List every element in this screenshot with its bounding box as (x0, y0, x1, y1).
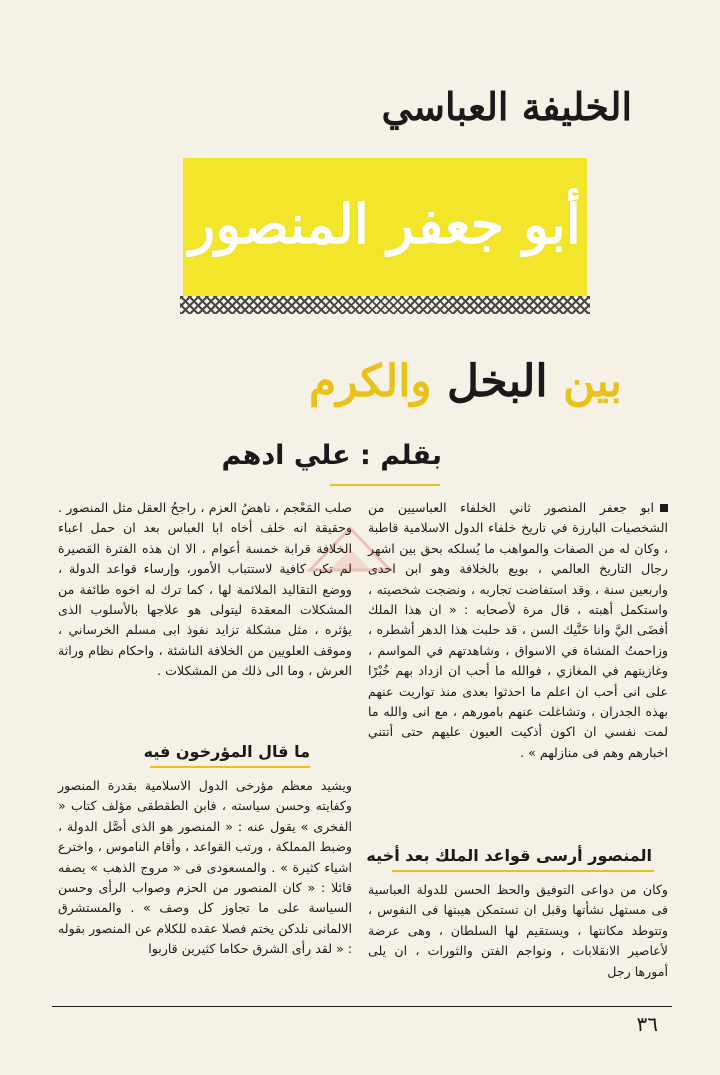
section-underline (392, 870, 654, 872)
page-number: ٣٦ (636, 1012, 658, 1036)
byline-underline (330, 484, 440, 486)
section-underline (150, 766, 310, 768)
subtitle-word-3: والكرم (308, 356, 432, 407)
subtitle-word-1: بين (562, 356, 622, 407)
series-title: الخليفة العباسي (381, 84, 632, 129)
article-column-right-continued (368, 880, 668, 982)
paragraph-text: صلب المَعْجم ، ناهضُ العزم ، راجحُ العقل مثل المنصور . وحقيقة انه خلف أخاه ابا العباس بعد ان حمل اعباء الخلافة قرابة خمسة أعوام ، الا ان هذه الفترة القصيرة لم تكن كافية لاستتباب الأمور، وإرساء قواعد الدولة ، ووضع التقاليد الملائمة لها ، كما ترك له اخوه طائفة من المشكلات المعقدة ليتولى هو علاجها بالأسلوب الذى يؤثره ، مثل مشكلة تزايد نفوذ ابى مسلم الخرساني ، وموقف العلويين من الخلافة الناشئة ، واحكام نظام وراثة العرش ، وما الى ذلك من المشكلات . (58, 500, 352, 679)
main-title: أبو جعفر المنصور (189, 192, 581, 256)
article-column-left (58, 498, 352, 682)
section-heading: ما قال المؤرخون فيه (143, 742, 310, 761)
byline: بقلم : علي ادهم (221, 440, 442, 471)
section-heading: المنصور أرسى قواعد الملك بعد أخيه (366, 846, 652, 865)
paragraph-text: ابو جعفر المنصور ثاني الخلفاء العباسيين من الشخصيات البارزة في تاريخ خلفاء الدول الاسلامية قاطبة ، وكان له من الصفات والمواهب ما يُسلكه بحق بين اشهر رجال التاريخ العالمي ، بويع بالخلافة وهو ابن احدى واربعين سنة ، وقد استفاضت تجاربه ، ونضجت شخصيته ، واستكمل أهبته ، قال مرة لأصحابه : « ان هذا الملك أفضَى اليَّ وانا حَنَّيك السن ، قد حلبت هذا الدهر أشطره ، وزاحمتُ المشاة في الاسواق ، وشاهدتهم في المواسم ، وغازيتهم في المغازي ، فوالله ما أحب ان ازداد بهم خُبْرًا على انى أحب ان اعلم ما احدثوا بعدى منذ تواريت عنهم بهذه الجدران ، وتشاغلت عنهم بامورهم ، مع انى والله ما لمت نفسي ان اكون أذكيت العيون عليهم حتى أتتني اخبارهم وهم فى منازلهم » . (368, 500, 668, 760)
title-banner (183, 158, 587, 296)
paragraph-text: وكان من دواعى التوفيق والحظ الحسن للدولة العباسية فى مستهل نشأتها وقبل ان تستمكن هيبتها فى النفوس ، وتتوطد مكانتها ، ويستقيم لها السلطان ، وهى عرضة لأعاصير الانقلابات ، ونواجم الفتن والثورات ، ان يلى أمورها رجل (368, 882, 668, 979)
subtitle-word-2: البخل (447, 356, 548, 407)
article-column-right (368, 498, 668, 763)
paragraph-text: ويشيد معظم مؤرخى الدول الاسلامية بقدرة المنصور وكفايته وحسن سياسته ، فابن الطقطقى مؤلف كتاب « الفخرى » يقول عنه : « المنصور هو الذى أصَّل الدولة ، وضبط المملكة ، ورتب القواعد ، وأقام الناموس ، واخترع اشياء كثيرة » . والمسعودى فى « مروج الذهب » يصفه قائلا : « كان المنصور من الحزم وصواب الرأى وحسن السياسة على ما تجاوز كل وصف » . والمستشرق الالمانى نلدكن يختم فصلا عقده للكلام عن المنصور بقوله : « لقد رأى الشرق حكاما كثيرين قاربوا (58, 778, 352, 957)
subtitle (309, 356, 622, 407)
ornamental-border (180, 296, 590, 314)
footer-rule (52, 1006, 672, 1007)
article-column-left-continued (58, 776, 352, 960)
paragraph-marker-icon (660, 504, 668, 512)
